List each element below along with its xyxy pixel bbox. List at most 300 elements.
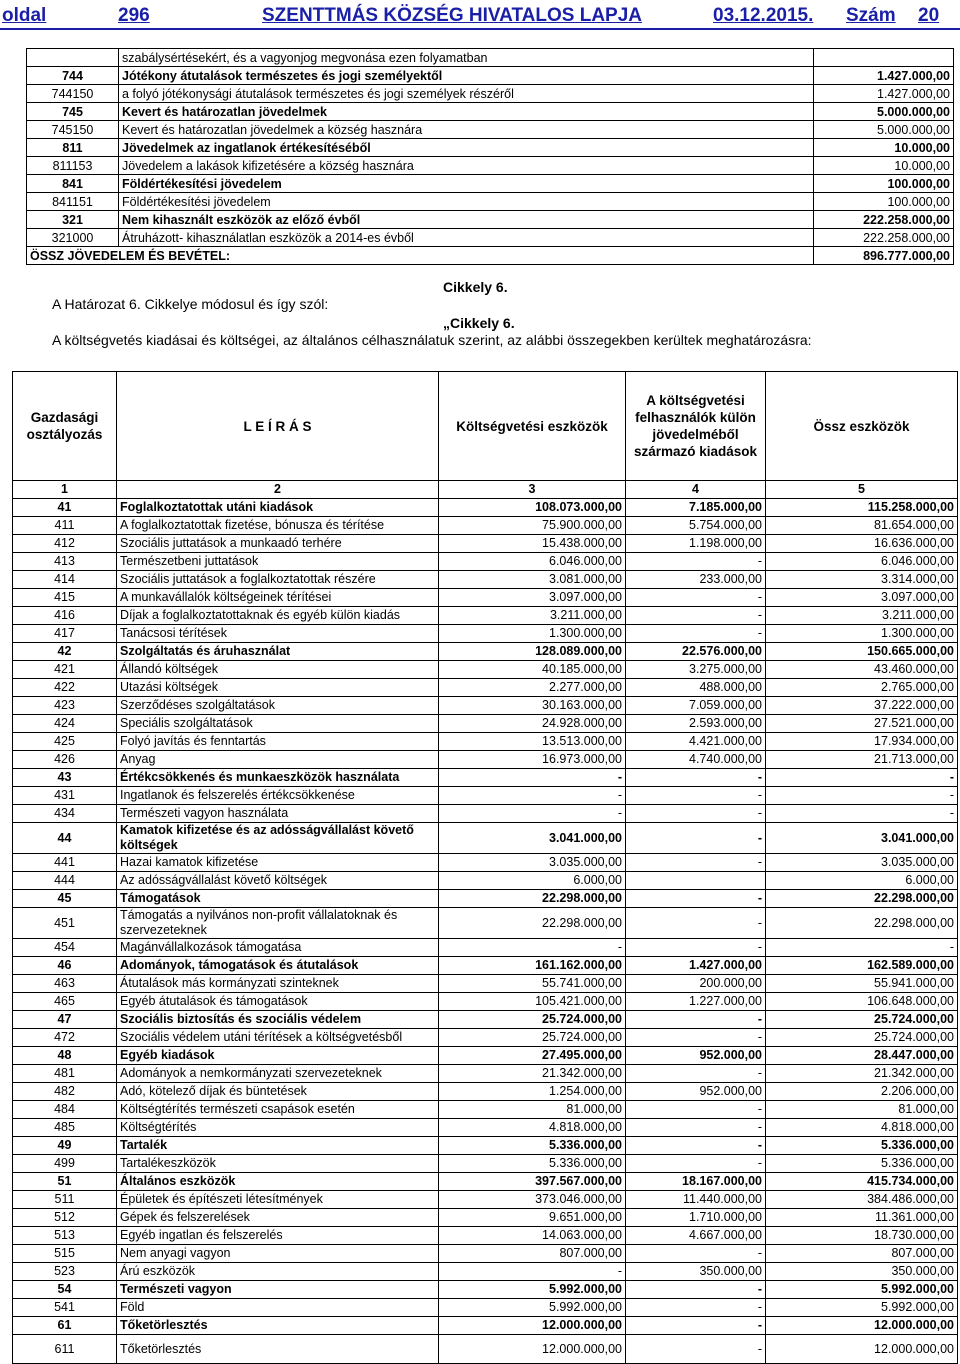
row-total-funds: 1.300.000,00: [766, 625, 958, 643]
row-own-revenue-expenses: -: [626, 1335, 766, 1364]
row-budget-funds: 3.041.000,00: [439, 823, 626, 854]
table-row: [13, 805, 958, 823]
table-row: [27, 103, 954, 121]
row-code: 414: [13, 571, 117, 589]
row-code: 44: [13, 823, 117, 854]
row-total-funds: 807.000,00: [766, 1245, 958, 1263]
row-own-revenue-expenses: -: [626, 1119, 766, 1137]
column-number: 5: [766, 481, 958, 499]
table-row: [27, 49, 954, 67]
column-number: 1: [13, 481, 117, 499]
row-total-funds: 21.713.000,00: [766, 751, 958, 769]
row-total-funds: 81.000,00: [766, 1101, 958, 1119]
row-description: Egyéb átutalások és támogatások: [117, 993, 439, 1011]
table-row: [13, 499, 958, 517]
row-description: Adományok a nemkormányzati szervezeteknek: [117, 1065, 439, 1083]
column-number: 3: [439, 481, 626, 499]
row-own-revenue-expenses: -: [626, 939, 766, 957]
table-row: [27, 229, 954, 247]
row-description: Árú eszközök: [117, 1263, 439, 1281]
row-code: 541: [13, 1299, 117, 1317]
row-budget-funds: 21.342.000,00: [439, 1065, 626, 1083]
table-row: [13, 1335, 958, 1364]
row-code: 49: [13, 1137, 117, 1155]
article-quote-heading: „Cikkely 6.: [443, 315, 515, 331]
table-row: [13, 571, 958, 589]
row-budget-funds: 14.063.000,00: [439, 1227, 626, 1245]
row-total-funds: 162.589.000,00: [766, 957, 958, 975]
table-row: [13, 589, 958, 607]
row-total-funds: 22.298.000,00: [766, 908, 958, 939]
table-row: [13, 1065, 958, 1083]
row-description: Támogatás a nyilvános non-profit vállalatoknak és szervezeteknek: [117, 908, 439, 939]
row-code: 482: [13, 1083, 117, 1101]
row-own-revenue-expenses: [626, 872, 766, 890]
row-description: A munkavállalók költségeinek térítései: [117, 589, 439, 607]
header-page-label: oldal: [2, 5, 47, 26]
row-code: 424: [13, 715, 117, 733]
row-description: Ingatlanok és felszerelés értékcsökkenése: [117, 787, 439, 805]
article-heading: Cikkely 6.: [443, 279, 508, 295]
table-row: [13, 854, 958, 872]
row-description: Átruházott- kihasználatlan eszközök a 2014-es évből: [119, 229, 814, 247]
row-code: 454: [13, 939, 117, 957]
row-total-funds: 18.730.000,00: [766, 1227, 958, 1245]
row-description: Földértékesítési jövedelem: [119, 175, 814, 193]
row-amount: 5.000.000,00: [814, 121, 954, 139]
row-budget-funds: -: [439, 805, 626, 823]
table-row: [13, 1083, 958, 1101]
table-row: [13, 625, 958, 643]
row-description: Kevert és határozatlan jövedelmek: [119, 103, 814, 121]
row-amount: 1.427.000,00: [814, 85, 954, 103]
row-total-funds: 415.734.000,00: [766, 1173, 958, 1191]
row-description: Foglalkoztatottak utáni kiadások: [117, 499, 439, 517]
row-code: 46: [13, 957, 117, 975]
row-total-funds: 12.000.000,00: [766, 1317, 958, 1335]
row-own-revenue-expenses: 3.275.000,00: [626, 661, 766, 679]
row-code: 413: [13, 553, 117, 571]
row-own-revenue-expenses: 18.167.000,00: [626, 1173, 766, 1191]
table-row: [13, 1299, 958, 1317]
table-row: [13, 1173, 958, 1191]
row-total-funds: 37.222.000,00: [766, 697, 958, 715]
row-description: Díjak a foglalkoztatottaknak és egyéb külön kiadás: [117, 607, 439, 625]
row-description: Jótékony átutalások természetes és jogi személyektől: [119, 67, 814, 85]
row-total-funds: 55.941.000,00: [766, 975, 958, 993]
table-row: [27, 67, 954, 85]
row-code: 415: [13, 589, 117, 607]
row-code: 434: [13, 805, 117, 823]
row-code: 841: [27, 175, 119, 193]
row-description: Adó, kötelező díjak és büntetések: [117, 1083, 439, 1101]
row-total-funds: 17.934.000,00: [766, 733, 958, 751]
row-code: 485: [13, 1119, 117, 1137]
row-code: 43: [13, 769, 117, 787]
row-budget-funds: 12.000.000,00: [439, 1317, 626, 1335]
row-description: Tanácsosi térítések: [117, 625, 439, 643]
row-own-revenue-expenses: -: [626, 625, 766, 643]
row-total-funds: 3.314.000,00: [766, 571, 958, 589]
row-budget-funds: 13.513.000,00: [439, 733, 626, 751]
table-row: [13, 715, 958, 733]
row-own-revenue-expenses: -: [626, 787, 766, 805]
row-total-funds: 22.298.000,00: [766, 890, 958, 908]
row-own-revenue-expenses: 1.710.000,00: [626, 1209, 766, 1227]
row-code: 513: [13, 1227, 117, 1245]
column-number: 2: [117, 481, 439, 499]
row-budget-funds: 161.162.000,00: [439, 957, 626, 975]
row-description: Anyag: [117, 751, 439, 769]
row-budget-funds: 3.035.000,00: [439, 854, 626, 872]
row-own-revenue-expenses: -: [626, 1155, 766, 1173]
header-rule: [0, 28, 960, 30]
row-code: 54: [13, 1281, 117, 1299]
row-own-revenue-expenses: -: [626, 1299, 766, 1317]
row-description: Tőketörlesztés: [117, 1317, 439, 1335]
row-amount: 222.258.000,00: [814, 229, 954, 247]
row-total-funds: 3.097.000,00: [766, 589, 958, 607]
table-row: [27, 139, 954, 157]
table-row: [13, 1101, 958, 1119]
column-header: Össz eszközök: [766, 372, 958, 481]
row-budget-funds: 128.089.000,00: [439, 643, 626, 661]
row-description: Általános eszközök: [117, 1173, 439, 1191]
table-row: [13, 1047, 958, 1065]
row-own-revenue-expenses: 233.000,00: [626, 571, 766, 589]
total-row: [27, 247, 954, 265]
row-total-funds: 21.342.000,00: [766, 1065, 958, 1083]
row-own-revenue-expenses: -: [626, 890, 766, 908]
table-row: [13, 643, 958, 661]
row-budget-funds: 75.900.000,00: [439, 517, 626, 535]
row-own-revenue-expenses: 22.576.000,00: [626, 643, 766, 661]
table-row: [13, 1191, 958, 1209]
row-code: 425: [13, 733, 117, 751]
row-own-revenue-expenses: -: [626, 908, 766, 939]
table-row: [13, 787, 958, 805]
row-description: A foglalkoztatottak fizetése, bónusza és térítése: [117, 517, 439, 535]
row-total-funds: 5.992.000,00: [766, 1299, 958, 1317]
row-budget-funds: 24.928.000,00: [439, 715, 626, 733]
table-row: [27, 175, 954, 193]
row-budget-funds: 1.300.000,00: [439, 625, 626, 643]
row-total-funds: -: [766, 939, 958, 957]
row-description: Átutalások más kormányzati szinteknek: [117, 975, 439, 993]
row-total-funds: 25.724.000,00: [766, 1011, 958, 1029]
row-total-funds: 12.000.000,00: [766, 1335, 958, 1364]
row-own-revenue-expenses: 7.059.000,00: [626, 697, 766, 715]
row-budget-funds: 40.185.000,00: [439, 661, 626, 679]
row-own-revenue-expenses: 7.185.000,00: [626, 499, 766, 517]
row-own-revenue-expenses: 4.667.000,00: [626, 1227, 766, 1245]
row-description: Speciális szolgáltatások: [117, 715, 439, 733]
row-code: 61: [13, 1317, 117, 1335]
row-code: 465: [13, 993, 117, 1011]
row-code: 412: [13, 535, 117, 553]
row-description: Utazási költségek: [117, 679, 439, 697]
row-budget-funds: 5.992.000,00: [439, 1281, 626, 1299]
row-budget-funds: 27.495.000,00: [439, 1047, 626, 1065]
row-description: Költségtérítés: [117, 1119, 439, 1137]
row-code: 451: [13, 908, 117, 939]
row-own-revenue-expenses: 5.754.000,00: [626, 517, 766, 535]
row-total-funds: 16.636.000,00: [766, 535, 958, 553]
table-row: [13, 823, 958, 854]
row-code: 499: [13, 1155, 117, 1173]
table-row: [13, 607, 958, 625]
page-header: [0, 2, 960, 28]
row-budget-funds: 22.298.000,00: [439, 908, 626, 939]
row-total-funds: 6.046.000,00: [766, 553, 958, 571]
row-budget-funds: 5.336.000,00: [439, 1155, 626, 1173]
row-code: 745: [27, 103, 119, 121]
total-label: ÖSSZ JÖVEDELEM ÉS BEVÉTEL:: [27, 247, 814, 265]
row-own-revenue-expenses: -: [626, 1245, 766, 1263]
row-budget-funds: -: [439, 939, 626, 957]
row-description: Az adósságvállalást követő költségek: [117, 872, 439, 890]
row-code: 484: [13, 1101, 117, 1119]
row-total-funds: 5.336.000,00: [766, 1137, 958, 1155]
row-own-revenue-expenses: -: [626, 823, 766, 854]
row-code: 41: [13, 499, 117, 517]
row-total-funds: -: [766, 769, 958, 787]
row-own-revenue-expenses: 2.593.000,00: [626, 715, 766, 733]
table-row: [13, 517, 958, 535]
row-description: Költségtérítés természeti csapások esetén: [117, 1101, 439, 1119]
row-budget-funds: -: [439, 769, 626, 787]
row-code: 321000: [27, 229, 119, 247]
column-header: Költségvetési eszközök: [439, 372, 626, 481]
row-description: Jövedelem a lakások kifizetésére a község hasznára: [119, 157, 814, 175]
table-row: [13, 1119, 958, 1137]
continuation-text: szabálysértésekért, és a vagyonjog megvonása ezen folyamatban: [119, 49, 814, 67]
row-code: 744: [27, 67, 119, 85]
row-total-funds: 81.654.000,00: [766, 517, 958, 535]
row-budget-funds: 3.081.000,00: [439, 571, 626, 589]
header-publication-title: SZENTTMÁS KÖZSÉG HIVATALOS LAPJA: [262, 5, 643, 26]
row-total-funds: 2.765.000,00: [766, 679, 958, 697]
row-total-funds: 25.724.000,00: [766, 1029, 958, 1047]
row-budget-funds: 16.973.000,00: [439, 751, 626, 769]
row-code: 512: [13, 1209, 117, 1227]
row-code: 51: [13, 1173, 117, 1191]
row-total-funds: 43.460.000,00: [766, 661, 958, 679]
row-description: Támogatások: [117, 890, 439, 908]
row-own-revenue-expenses: 488.000,00: [626, 679, 766, 697]
row-budget-funds: 5.336.000,00: [439, 1137, 626, 1155]
row-description: Magánvállalkozások támogatása: [117, 939, 439, 957]
row-code: 463: [13, 975, 117, 993]
row-code: 431: [13, 787, 117, 805]
row-own-revenue-expenses: -: [626, 1101, 766, 1119]
row-description: Szerződéses szolgáltatások: [117, 697, 439, 715]
row-description: Tőketörlesztés: [117, 1335, 439, 1364]
row-code: 417: [13, 625, 117, 643]
row-description: Gépek és felszerelések: [117, 1209, 439, 1227]
row-total-funds: -: [766, 787, 958, 805]
row-description: Természeti vagyon használata: [117, 805, 439, 823]
row-description: Földértékesítési jövedelem: [119, 193, 814, 211]
row-own-revenue-expenses: 200.000,00: [626, 975, 766, 993]
row-code: 811: [27, 139, 119, 157]
table-row: [27, 121, 954, 139]
row-budget-funds: 25.724.000,00: [439, 1029, 626, 1047]
table-row: [27, 211, 954, 229]
table-row: [13, 769, 958, 787]
row-description: Egyéb kiadások: [117, 1047, 439, 1065]
table-row: [13, 1227, 958, 1245]
row-code: 841151: [27, 193, 119, 211]
expenditure-paragraph: A költségvetés kiadásai és költségei, az általános célhasználatuk szerint, az alábbi összegekben kerültek meghatározásra:: [52, 332, 812, 348]
expenditure-table: [12, 371, 958, 1364]
table-row: [13, 661, 958, 679]
row-code: 416: [13, 607, 117, 625]
row-own-revenue-expenses: 1.227.000,00: [626, 993, 766, 1011]
table-row: [13, 697, 958, 715]
row-code: 42: [13, 643, 117, 661]
row-code: 472: [13, 1029, 117, 1047]
row-code: 515: [13, 1245, 117, 1263]
table-row: [13, 1011, 958, 1029]
row-description: Kevert és határozatlan jövedelmek a község hasznára: [119, 121, 814, 139]
table-row: [13, 1245, 958, 1263]
row-description: Épületek és építészeti létesítmények: [117, 1191, 439, 1209]
row-own-revenue-expenses: -: [626, 1011, 766, 1029]
row-own-revenue-expenses: 4.740.000,00: [626, 751, 766, 769]
row-total-funds: 3.211.000,00: [766, 607, 958, 625]
row-own-revenue-expenses: -: [626, 854, 766, 872]
row-total-funds: 4.818.000,00: [766, 1119, 958, 1137]
row-description: Nem kihasznált eszközök az előző évből: [119, 211, 814, 229]
row-description: Hazai kamatok kifizetése: [117, 854, 439, 872]
row-budget-funds: -: [439, 1263, 626, 1281]
row-amount: 100.000,00: [814, 193, 954, 211]
table-row: [13, 553, 958, 571]
row-code: 426: [13, 751, 117, 769]
row-budget-funds: 3.211.000,00: [439, 607, 626, 625]
table-row: [13, 1029, 958, 1047]
row-code: 422: [13, 679, 117, 697]
row-description: Tartalék: [117, 1137, 439, 1155]
row-budget-funds: 22.298.000,00: [439, 890, 626, 908]
row-description: Állandó költségek: [117, 661, 439, 679]
row-own-revenue-expenses: -: [626, 607, 766, 625]
row-total-funds: 2.206.000,00: [766, 1083, 958, 1101]
row-description: Értékcsökkenés és munkaeszközök használata: [117, 769, 439, 787]
table-row: [27, 193, 954, 211]
row-total-funds: 106.648.000,00: [766, 993, 958, 1011]
row-amount: 1.427.000,00: [814, 67, 954, 85]
row-code: 411: [13, 517, 117, 535]
row-total-funds: 5.992.000,00: [766, 1281, 958, 1299]
row-description: Természeti vagyon: [117, 1281, 439, 1299]
row-code: 423: [13, 697, 117, 715]
table-row: [13, 872, 958, 890]
row-amount: 10.000,00: [814, 139, 954, 157]
row-total-funds: 3.035.000,00: [766, 854, 958, 872]
row-own-revenue-expenses: -: [626, 1281, 766, 1299]
row-total-funds: -: [766, 805, 958, 823]
row-budget-funds: 9.651.000,00: [439, 1209, 626, 1227]
row-budget-funds: 5.992.000,00: [439, 1299, 626, 1317]
row-budget-funds: 6.000,00: [439, 872, 626, 890]
row-total-funds: 350.000,00: [766, 1263, 958, 1281]
row-total-funds: 27.521.000,00: [766, 715, 958, 733]
row-description: Nem anyagi vagyon: [117, 1245, 439, 1263]
row-own-revenue-expenses: 1.427.000,00: [626, 957, 766, 975]
row-code: 444: [13, 872, 117, 890]
row-total-funds: 5.336.000,00: [766, 1155, 958, 1173]
row-description: Jövedelmek az ingatlanok értékesítéséből: [119, 139, 814, 157]
row-own-revenue-expenses: -: [626, 1137, 766, 1155]
row-budget-funds: -: [439, 787, 626, 805]
row-code: 481: [13, 1065, 117, 1083]
row-budget-funds: 108.073.000,00: [439, 499, 626, 517]
row-code: 511: [13, 1191, 117, 1209]
table-row: [13, 1155, 958, 1173]
row-description: a folyó jótékonysági átutalások természetes és jogi személyek részéről: [119, 85, 814, 103]
column-number-row: [13, 481, 958, 499]
table-row: [13, 1281, 958, 1299]
row-total-funds: 115.258.000,00: [766, 499, 958, 517]
row-own-revenue-expenses: 1.198.000,00: [626, 535, 766, 553]
row-code: 421: [13, 661, 117, 679]
row-budget-funds: 397.567.000,00: [439, 1173, 626, 1191]
table-row: [13, 890, 958, 908]
table-row: [13, 957, 958, 975]
table-row: [13, 535, 958, 553]
column-number: 4: [626, 481, 766, 499]
column-header: Gazdasági osztályozás: [13, 372, 117, 481]
row-budget-funds: 1.254.000,00: [439, 1083, 626, 1101]
row-total-funds: 11.361.000,00: [766, 1209, 958, 1227]
table-row: [13, 1263, 958, 1281]
row-budget-funds: 807.000,00: [439, 1245, 626, 1263]
table-row: [13, 1137, 958, 1155]
row-description: Szociális juttatások a foglalkoztatottak részére: [117, 571, 439, 589]
row-budget-funds: 81.000,00: [439, 1101, 626, 1119]
header-date: 03.12.2015.: [713, 5, 814, 26]
row-description: Természetbeni juttatások: [117, 553, 439, 571]
table-row: [13, 908, 958, 939]
row-total-funds: 6.000,00: [766, 872, 958, 890]
row-budget-funds: 15.438.000,00: [439, 535, 626, 553]
amendment-intro: A Határozat 6. Cikkelye módosul és így szól:: [52, 296, 329, 312]
row-budget-funds: 4.818.000,00: [439, 1119, 626, 1137]
row-total-funds: 3.041.000,00: [766, 823, 958, 854]
table-row: [13, 1317, 958, 1335]
table-row: [13, 993, 958, 1011]
row-own-revenue-expenses: -: [626, 1065, 766, 1083]
row-code: 321: [27, 211, 119, 229]
row-budget-funds: 373.046.000,00: [439, 1191, 626, 1209]
row-code: 523: [13, 1263, 117, 1281]
row-own-revenue-expenses: -: [626, 769, 766, 787]
row-amount: 5.000.000,00: [814, 103, 954, 121]
table-row: [13, 1209, 958, 1227]
row-description: Szociális védelem utáni térítések a költségvetésből: [117, 1029, 439, 1047]
income-table: [26, 48, 954, 265]
column-header: L E Í R Á S: [117, 372, 439, 481]
table-header-row: [13, 372, 958, 481]
row-budget-funds: 12.000.000,00: [439, 1335, 626, 1364]
row-own-revenue-expenses: -: [626, 1317, 766, 1335]
row-description: Adományok, támogatások és átutalások: [117, 957, 439, 975]
row-own-revenue-expenses: 952.000,00: [626, 1047, 766, 1065]
row-amount: 10.000,00: [814, 157, 954, 175]
column-header: A költségvetési felhasználók külön jövedelméből származó kiadások: [626, 372, 766, 481]
